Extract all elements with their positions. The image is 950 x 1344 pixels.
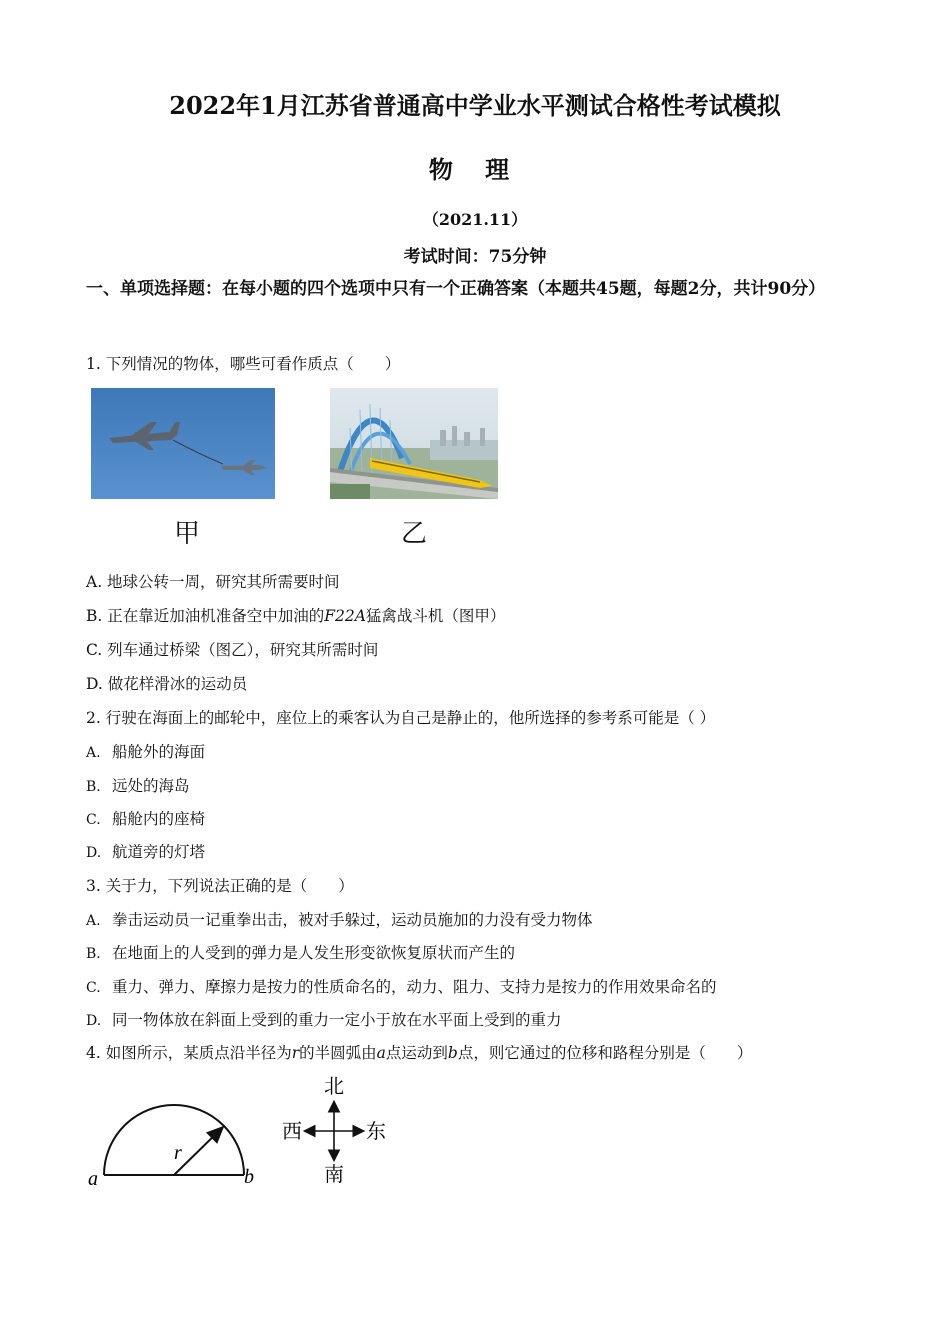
q2-option-b-text: 远处的海岛 (112, 777, 190, 795)
q3-option-a-label: A. (86, 913, 101, 929)
q2-option-a (86, 740, 205, 762)
exam-duration: 考试时间：75分钟 (403, 247, 547, 267)
q2-option-c-text: 船舱内的座椅 (112, 810, 206, 828)
exam-title: 2022年1月江苏省普通高中学业水平测试合格性考试模拟 (169, 91, 781, 120)
q1-option-b-post: 猛禽战斗机（图甲） (365, 607, 506, 625)
section-heading: 一、单项选择题：在每小题的四个选项中只有一个正确答案（本题共45题，每题2分，共计90分） (86, 279, 826, 299)
q3-option-c (86, 975, 717, 997)
q3-option-b (86, 941, 515, 963)
subject-title: 物 理 (428, 155, 522, 184)
q4-stem-part1: 4. 如图所示，某质点沿半径为 (86, 1044, 292, 1062)
q1-option-b-var: F22A (324, 607, 366, 625)
q4-var-b: b (447, 1044, 458, 1062)
west-label: 西 (282, 1119, 302, 1143)
point-b-label: b (244, 1166, 254, 1188)
q3-option-d-text: 同一物体放在斜面上受到的重力一定小于放在水平面上受到的重力 (112, 1011, 562, 1029)
q3-option-a-text: 拳击运动员一记重拳出击，被对手躲过，运动员施加的力没有受力物体 (112, 911, 593, 929)
q2-option-d-text: 航道旁的灯塔 (112, 843, 206, 861)
q4-stem-part3: 点运动到 (385, 1044, 448, 1062)
q3-option-d (86, 1008, 562, 1030)
q2-option-c (86, 807, 205, 829)
figure-caption-jia: 甲 (174, 519, 201, 549)
q2-option-b-label: B. (86, 779, 101, 795)
figure-caption-yi: 乙 (401, 519, 428, 549)
east-label: 东 (366, 1119, 386, 1143)
q3-option-c-label: C. (86, 980, 101, 996)
q4-stem (86, 1041, 752, 1063)
q3-stem: 3. 关于力，下列说法正确的是（ ） (86, 877, 354, 895)
q2-option-a-text: 船舱外的海面 (112, 743, 206, 761)
q2-option-b (86, 774, 190, 796)
q1-stem: 1. 下列情况的物体，哪些可看作质点（ ） (86, 355, 401, 373)
refueling-aircraft-image (91, 388, 275, 499)
point-a-label: a (88, 1168, 98, 1190)
q2-option-d (86, 840, 205, 862)
q1-option-b-pre: B. 正在靠近加油机准备空中加油的 (86, 607, 325, 625)
q3-option-d-label: D. (86, 1013, 102, 1029)
train-bridge-image (330, 388, 498, 499)
q1-option-a: A. 地球公转一周，研究其所需要时间 (86, 573, 340, 591)
q1-option-d: D. 做花样滑冰的运动员 (86, 675, 248, 693)
q3-option-a (86, 908, 593, 930)
q3-option-c-text: 重力、弹力、摩擦力是按力的性质命名的，动力、阻力、支持力是按力的作用效果命名的 (112, 978, 717, 996)
radius-label: r (174, 1142, 182, 1164)
semicircle-diagram (84, 1095, 264, 1193)
q3-option-b-text: 在地面上的人受到的弹力是人发生形变欲恢复原状而产生的 (112, 944, 516, 962)
q4-stem-part2: 的半圆弧由 (299, 1044, 377, 1062)
q1-option-b (86, 604, 505, 626)
q1-option-c: C. 列车通过桥梁（图乙），研究其所需时间 (86, 641, 379, 659)
q4-var-a: a (376, 1044, 386, 1062)
south-label: 南 (324, 1162, 344, 1186)
north-label: 北 (324, 1074, 344, 1098)
compass-diagram (280, 1073, 392, 1189)
q3-option-b-label: B. (86, 946, 101, 962)
q2-option-d-label: D. (86, 845, 102, 861)
exam-date: （2021.11） (422, 210, 528, 229)
semicircle-arc (104, 1105, 244, 1175)
q2-option-a-label: A. (86, 745, 101, 761)
q2-option-c-label: C. (86, 812, 101, 828)
q2-stem: 2. 行驶在海面上的邮轮中，座位上的乘客认为自己是静止的，他所选择的参考系可能是（ ） (86, 709, 716, 727)
q4-var-r: r (291, 1044, 300, 1062)
q4-stem-part4: 点，则它通过的位移和路程分别是（ ） (457, 1044, 753, 1062)
